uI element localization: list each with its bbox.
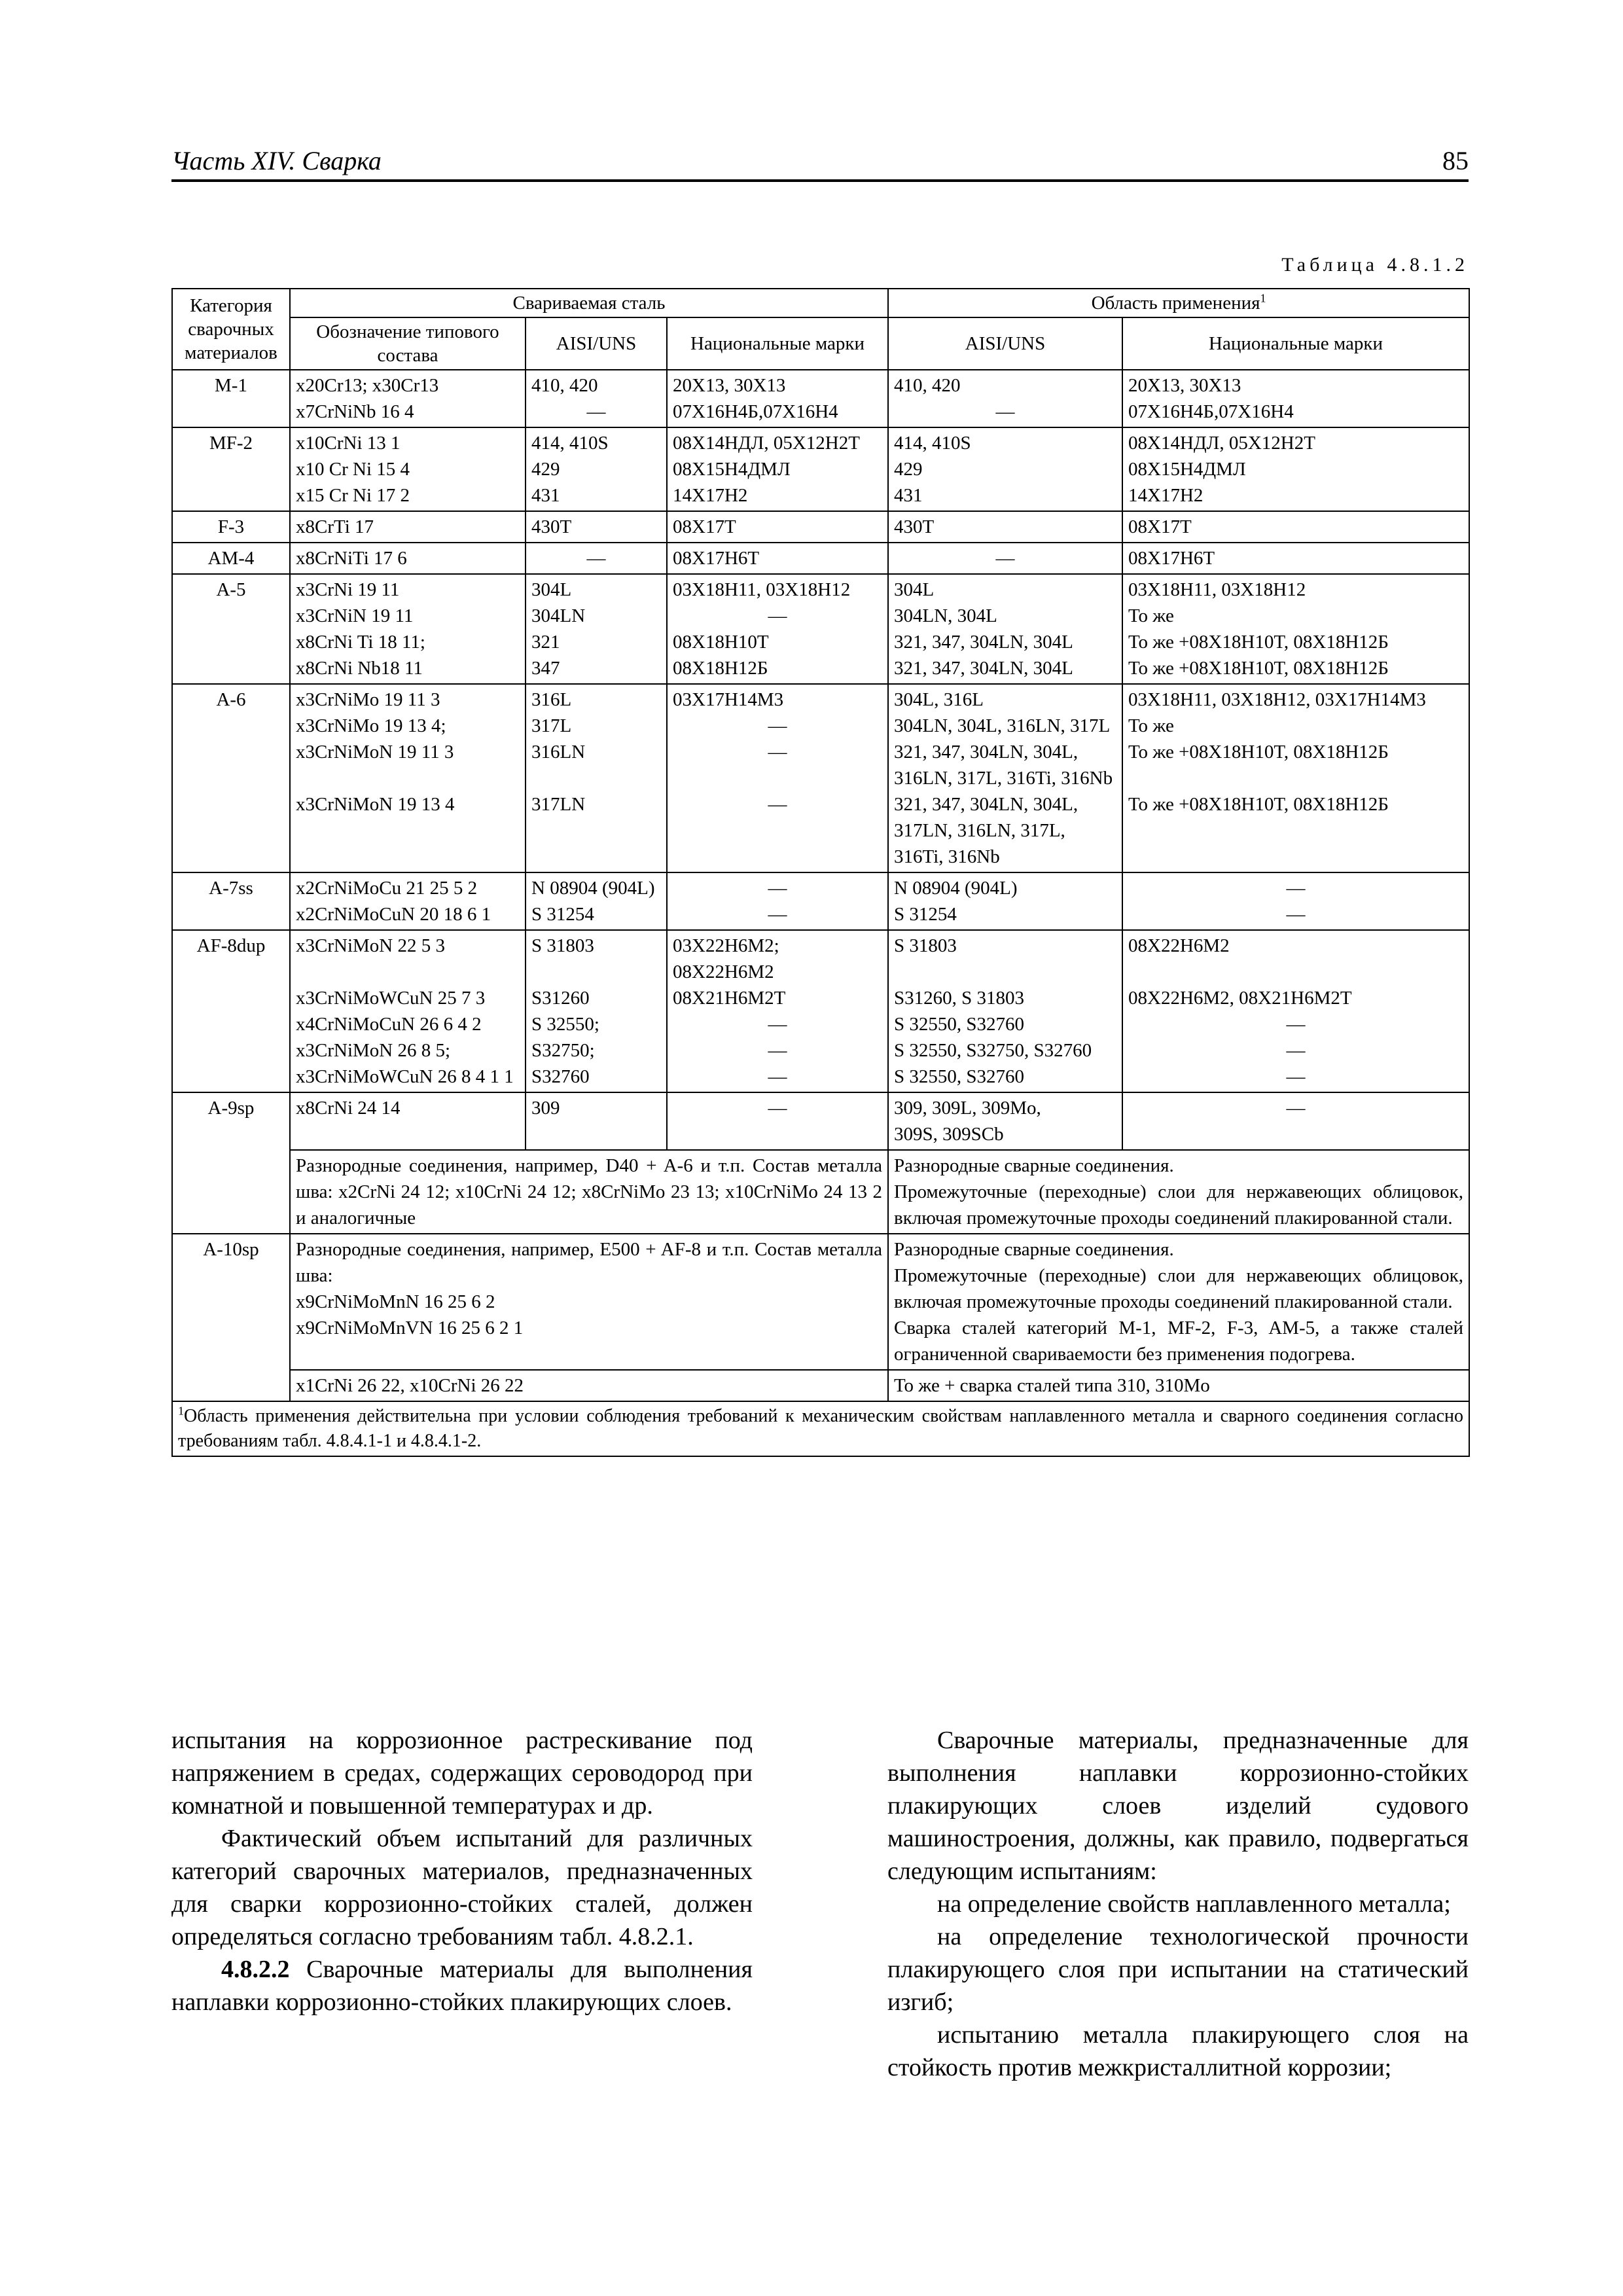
cell-line: 304LN, 304L [894,605,997,626]
paragraph: испытания на коррозионное растрескивание под напряжением в средах, содержащих сероводород при комнатной и повышенной температурах и др. [171,1727,753,1820]
cell-line: x3CrNiMoN 19 11 3 [296,742,454,762]
cell-line: 03X18H11, 03X18H12 [673,579,851,600]
footnote-text: Область применения действительна при условии соблюдения требований к механическим свойствам наплавленного металла и сварного соединения согласно требованиям табл. 4.8.4.1-1 и 4.8.4.1-2. [178,1406,1464,1451]
cell-line: x7CrNiNb 16 4 [296,401,414,422]
national-application-cell [1122,370,1469,427]
national-cell [667,543,888,574]
cell-line: x3CrNiMoN 19 13 4 [296,794,455,815]
category-cell: MF-2 [172,427,290,511]
cell-line: x2CrNiMoCuN 20 18 6 1 [296,904,491,925]
header-aisi: AISI/UNS [526,317,667,370]
cell-line [531,844,661,870]
cell-line: — [586,548,606,569]
aisi-cell [526,543,667,574]
cell-line: 304L [531,579,572,600]
aisi-application-cell [888,543,1122,574]
cell-line: — [1286,1014,1306,1035]
cell-line: x10CrNi 13 1 [296,433,401,454]
cell-line: 431 [531,485,560,506]
category-cell: A-10sp [172,1234,290,1401]
paragraph: испытанию металла плакирующего слоя на стойкость против межкристаллитной коррозии; [887,2021,1469,2081]
cell-line: 03X17H14M3 [673,689,784,710]
paragraph: на определение технологической прочности плакирующего слоя при испытании на статический изгиб; [887,1923,1469,2016]
cell-line: S32750; [531,1040,595,1061]
table-row [172,930,1469,1092]
cell-line: x3CrNi 19 11 [296,579,400,600]
cell-line: — [995,548,1015,569]
cell-line [894,959,1116,985]
cell-line: 414, 410S [531,433,609,454]
cell-line: 08X21H6M2T [673,988,786,1009]
cell-line: x8CrNi Ti 18 11; [296,632,425,653]
cell-line: 08X17H6T [673,548,760,569]
text-column-left [171,1724,753,2018]
cell-line: 321, 347, 304LN, 304L, [894,794,1079,815]
national-application-cell [1122,511,1469,543]
application-text: Промежуточные (переходные) слои для нержавеющих облицовок, включая промежуточные проходы соединений плакированной стали. [894,1181,1464,1229]
cell-line: 316LN [531,742,586,762]
cell-line [531,817,661,844]
application-text: Промежуточные (переходные) слои для нержавеющих облицовок, включая промежуточные проходы соединений плакированной стали. [894,1265,1464,1312]
footnote-row [172,1401,1469,1456]
cell-line [1128,817,1463,844]
paragraph: Фактический объем испытаний для различных категорий сварочных материалов, предназначенных для сварки коррозионно-стойких сталей, должен определяться согласно требованиям табл. 4.8.2.1. [171,1825,753,1950]
welding-materials-table [171,288,1470,1457]
header-national: Национальные марки [667,317,888,370]
national-application-cell [1122,930,1469,1092]
cell-line: 309 [531,1098,560,1119]
cell-line: 321, 347, 304LN, 304L [894,658,1073,679]
cell-line: То же +08X18H10T, 08X18H12Б [1128,794,1389,815]
cell-line: S 32550; [531,1014,599,1035]
footnote-mark: 1 [178,1404,184,1418]
cell-line [296,844,520,870]
category-cell: A-7ss [172,872,290,930]
category-cell: AF-8dup [172,930,290,1092]
designation-cell [290,930,526,1092]
aisi-cell [526,370,667,427]
national-application-cell [1122,684,1469,872]
cell-line [296,959,520,985]
cell-line: x3CrNiMoN 22 5 3 [296,935,445,956]
cell-line: 304LN, 304L, 316LN, 317L [894,715,1111,736]
cell-line [673,765,882,791]
cell-line: 321, 347, 304LN, 304L [894,632,1073,653]
national-cell [667,511,888,543]
cell-line: x20Cr13; x30Cr13 [296,375,439,396]
paragraph: на определение свойств наплавленного металла; [937,1890,1451,1918]
aisi-application-cell [888,1092,1122,1150]
cell-line: То же +08X18H10T, 08X18H12Б [1128,658,1389,679]
aisi-application-cell [888,684,1122,872]
designation-cell [290,370,526,427]
cell-line: x4CrNiMoCuN 26 6 4 2 [296,1014,482,1035]
cell-line [673,817,882,844]
cell-line [673,844,882,870]
aisi-cell [526,930,667,1092]
table-caption: Таблица 4.8.1.2 [1281,254,1469,276]
table-row [172,872,1469,930]
cell-line [1128,959,1463,985]
paragraph: Сварочные материалы, предназначенные для выполнения наплавки коррозионно-стойких плакирующих слоев изделий судового машиностроения, должны, как правило, подвергаться следующим испытаниям: [887,1727,1469,1885]
cell-line: 430T [531,516,572,537]
page-number: 85 [1442,146,1469,175]
designation-cell [290,872,526,930]
cell-line: 07X16H4Б,07X16H4 [673,401,838,422]
cell-line: — [995,401,1015,422]
cell-line: S 31803 [894,935,957,956]
national-cell [667,370,888,427]
cell-line: 08X14НДЛ, 05X12H2T [1128,433,1315,454]
category-cell: A-9sp [172,1092,290,1234]
cell-line: 317LN, 316LN, 317L, [894,820,1065,841]
cell-line: 414, 410S [894,433,971,454]
cell-line: То же [1128,715,1174,736]
designation-cell [290,684,526,872]
national-application-cell [1122,1092,1469,1150]
cell-line: 304LN [531,605,586,626]
table-row [172,574,1469,684]
category-cell: AM-4 [172,543,290,574]
cell-line: 08X18H10T [673,632,769,653]
cell-line: S 31254 [894,904,957,925]
designation-cell [290,574,526,684]
cell-line: 14X17H2 [1128,485,1204,506]
weld-metal-line: x9CrNiMoMnVN 16 25 6 2 1 [296,1318,524,1338]
national-cell [667,1092,888,1150]
cell-line: 317L [531,715,572,736]
cell-line: — [768,1014,787,1035]
cell-line: 321, 347, 304LN, 304L, [894,742,1079,762]
cell-line [531,765,661,791]
designation-cell [290,511,526,543]
cell-line: 321 [531,632,560,653]
cell-line: То же [1128,605,1174,626]
cell-line: 20X13, 30X13 [1128,375,1241,396]
cell-line: 14X17H2 [673,485,748,506]
cell-line: x8CrNi Nb18 11 [296,658,423,679]
table-row [172,511,1469,543]
designation-cell [290,1092,526,1150]
cell-line: 03X18H11, 03X18H12, 03X17H14M3 [1128,689,1426,710]
cell-line: 08X18H12Б [673,658,768,679]
cell-line: 304L [894,579,935,600]
a10-application2-cell: То же + сварка сталей типа 310, 310Mo [888,1370,1469,1401]
steel-intro: Разнородные соединения, например, E500 + AF-8 и т.п. Состав металла шва: [296,1239,883,1286]
cell-line: x15 Cr Ni 17 2 [296,485,410,506]
a10-application-cell [888,1234,1469,1370]
header-title: Часть XIV. Сварка [171,146,382,175]
application-title: Разнородные сварные соединения. [894,1239,1174,1260]
weld-metal-line: x9CrNiMoMnN 16 25 6 2 [296,1291,495,1312]
category-cell: F-3 [172,511,290,543]
cell-line: 08X22H6M2 [1128,935,1230,956]
cell-line: x3CrNiN 19 11 [296,605,414,626]
cell-line: S 31254 [531,904,594,925]
table-row [172,684,1469,872]
cell-line [1128,844,1463,870]
cell-line: N 08904 (904L) [894,878,1018,899]
national-application-cell [1122,543,1469,574]
text-column-right [887,1724,1469,2084]
aisi-cell [526,872,667,930]
cell-line: S31260 [531,988,590,1009]
cell-line: 431 [894,485,923,506]
dissimilar-application-cell [888,1150,1469,1234]
header-national-app: Национальные марки [1122,317,1469,370]
cell-line: x8CrTi 17 [296,516,374,537]
cell-line: — [1286,1098,1306,1119]
table-row [172,427,1469,511]
national-cell [667,574,888,684]
cell-line: 430T [894,516,935,537]
section-number: 4.8.2.2 [221,1956,290,1983]
aisi-cell [526,574,667,684]
cell-line: 316L [531,689,572,710]
cell-line: 304L, 316L [894,689,984,710]
cell-line: S 31803 [531,935,594,956]
cell-line [296,817,520,844]
cell-line: x3CrNiMoWCuN 26 8 4 1 1 [296,1066,514,1087]
cell-line: — [768,715,787,736]
cell-line: x2CrNiMoCu 21 25 5 2 [296,878,478,899]
national-application-cell [1122,872,1469,930]
table-row [172,370,1469,427]
header-application: Область применения$^1$ [888,289,1469,317]
aisi-cell [526,1092,667,1150]
cell-line: — [1286,1040,1306,1061]
cell-line: — [768,878,787,899]
application-title: Разнородные сварные соединения. [894,1155,1174,1176]
cell-line: — [1286,1066,1306,1087]
footnote-mark: 1 [1260,291,1266,305]
footnote-cell [172,1401,1469,1456]
cell-line: 429 [531,459,560,480]
category-cell: A-5 [172,574,290,684]
cell-line: 316Ti, 316Nb [894,846,1000,867]
aisi-application-cell [888,427,1122,511]
cell-line: 309S, 309SCb [894,1124,1004,1145]
national-application-cell [1122,427,1469,511]
cell-line: 03X18H11, 03X18H12 [1128,579,1306,600]
aisi-application-cell [888,872,1122,930]
cell-line: x3CrNiMo 19 13 4; [296,715,446,736]
cell-line [296,765,520,791]
cell-line: — [768,1066,787,1087]
table-row-a10 [172,1234,1469,1370]
national-cell [667,930,888,1092]
cell-line: 07X16H4Б,07X16H4 [1128,401,1294,422]
cell-line: То же +08X18H10T, 08X18H12Б [1128,632,1389,653]
a10-steel-cell [290,1234,888,1370]
cell-line: 08X14НДЛ, 05X12H2T [673,433,860,454]
aisi-cell [526,427,667,511]
cell-line: — [586,401,606,422]
header-aisi-app: AISI/UNS [888,317,1122,370]
cell-line: S31260, S 31803 [894,988,1025,1009]
cell-line: — [768,904,787,925]
category-cell: M-1 [172,370,290,427]
cell-line: — [768,742,787,762]
cell-line: S 32550, S32760 [894,1066,1025,1087]
cell-line: — [768,605,787,626]
cell-line: S 32550, S32750, S32760 [894,1040,1092,1061]
cell-line: 08X15H4ДМЛ [673,459,791,480]
national-cell [667,684,888,872]
cell-line: — [1286,904,1306,925]
cell-line: 410, 420 [531,375,598,396]
table-row [172,1092,1469,1150]
table-row-a9-dissimilar [172,1150,1469,1234]
national-application-cell [1122,574,1469,684]
cell-line: 410, 420 [894,375,961,396]
running-header [171,145,1469,182]
cell-line: x8CrNiTi 17 6 [296,548,407,569]
cell-line: 317LN [531,794,586,815]
dissimilar-steel-cell: Разнородные соединения, например, D40 + A-6 и т.п. Состав металла шва: x2CrNi 24 12; x10CrNi 24 12; x8CrNiMo 23 13; x10CrNiMo 24 13 2 и аналогичные [290,1150,888,1234]
national-cell [667,427,888,511]
cell-line: x8CrNi 24 14 [296,1098,401,1119]
paragraph-4822: 4.8.2.2 Сварочные материалы для выполнения наплавки коррозионно-стойких плакирующих слоев. [171,1956,753,2016]
aisi-application-cell [888,370,1122,427]
cell-line: 429 [894,459,923,480]
category-cell: A-6 [172,684,290,872]
cell-line: 08X17T [1128,516,1192,537]
cell-line [531,959,661,985]
designation-cell [290,543,526,574]
cell-line: x3CrNiMoWCuN 25 7 3 [296,988,486,1009]
cell-line: 347 [531,658,560,679]
cell-line: — [768,794,787,815]
national-cell [667,872,888,930]
cell-line: x3CrNiMo 19 11 3 [296,689,440,710]
table-row [172,543,1469,574]
table-row-a10-b [172,1370,1469,1401]
header-welded-steel: Свариваемая сталь [290,289,888,317]
application-text: Сварка сталей категорий M-1, MF-2, F-3, AM-5, а также сталей ограниченной свариваемости без применения подогрева. [894,1318,1464,1365]
a10-steel2-cell: x1CrNi 26 22, x10CrNi 26 22 [290,1370,888,1401]
cell-line: x3CrNiMoN 26 8 5; [296,1040,451,1061]
table-header-row-1 [172,289,1469,317]
aisi-cell [526,684,667,872]
cell-line: S 32550, S32760 [894,1014,1025,1035]
aisi-application-cell [888,511,1122,543]
cell-line: 309, 309L, 309Mo, [894,1098,1041,1119]
cell-line: 08X17T [673,516,736,537]
cell-line: — [1286,878,1306,899]
cell-line: 08X22H6M2, 08X21H6M2T [1128,988,1352,1009]
cell-line: S32760 [531,1066,590,1087]
aisi-application-cell [888,574,1122,684]
cell-line: 20X13, 30X13 [673,375,786,396]
cell-line [1128,765,1463,791]
cell-line: 08X15H4ДМЛ [1128,459,1246,480]
cell-line: То же +08X18H10T, 08X18H12Б [1128,742,1389,762]
cell-line: 08X22H6M2 [673,961,774,982]
cell-line: N 08904 (904L) [531,878,655,899]
cell-line: — [768,1040,787,1061]
aisi-application-cell [888,930,1122,1092]
table-header-row-2 [172,317,1469,370]
cell-line: 08X17H6T [1128,548,1215,569]
cell-line: — [768,1098,787,1119]
cell-line: 03X22H6M2; [673,935,779,956]
table-container [171,288,1469,1457]
header-designation: Обозначение типового состава [290,317,526,370]
cell-line: x10 Cr Ni 15 4 [296,459,410,480]
aisi-cell [526,511,667,543]
header-category: Категория сварочных материалов [172,289,290,370]
designation-cell [290,427,526,511]
cell-line: 316LN, 317L, 316Ti, 316Nb [894,768,1113,789]
